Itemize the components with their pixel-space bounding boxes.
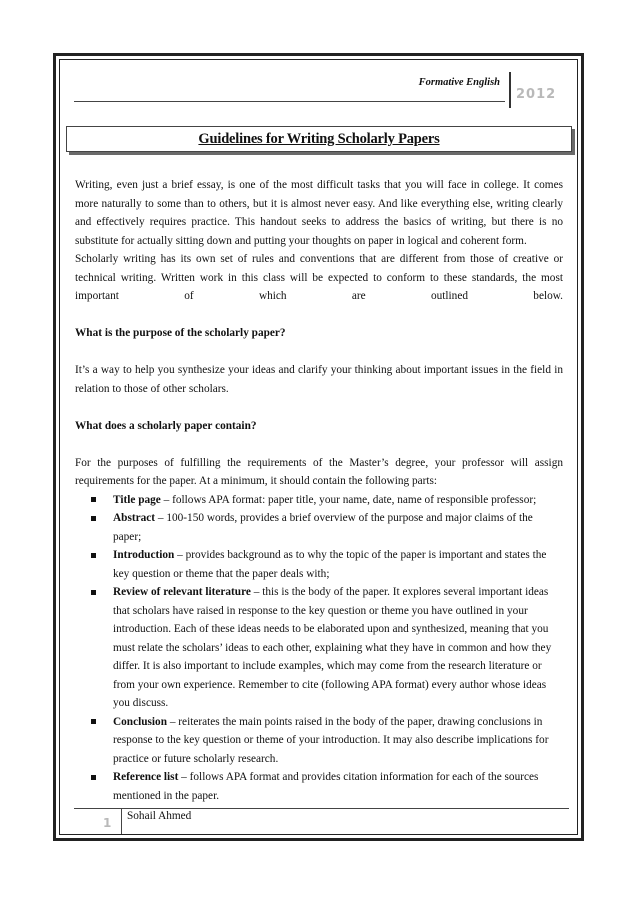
intro-paragraph-1: Writing, even just a brief essay, is one of the most difficult tasks that you will face in college. It comes more naturally to some than to others, but it is almost never easy. And like everything else, writing clearly and effectively requires practice. This handout seeks to address the basics of writing, but there is no substitute for actually sitting down and putting your thoughts on paper in logical and coherent form. bbox=[75, 179, 563, 247]
page-number: 1 bbox=[103, 816, 112, 830]
section-heading-contents: What does a scholarly paper contain? bbox=[75, 419, 257, 432]
intro-paragraph-2: Scholarly writing has its own set of rules and conventions that are different from those of creative or technical writing. Written work in this class will be expected to conform to these standards, the most important of which are outlined below. bbox=[75, 253, 563, 302]
list-item-term: Review of relevant literature bbox=[113, 586, 251, 598]
list-item-reference-list bbox=[75, 768, 563, 805]
list-item-description: – 100-150 words, provides a brief overview of the purpose and major claims of the paper; bbox=[113, 512, 533, 543]
list-item-term: Introduction bbox=[113, 549, 175, 561]
list-item-conclusion bbox=[75, 713, 563, 769]
bullet-icon bbox=[91, 516, 96, 521]
list-item-description: – follows APA format and provides citation information for each of the sources mentioned in the paper. bbox=[113, 771, 539, 802]
bullet-icon bbox=[91, 497, 96, 502]
bullet-icon bbox=[91, 553, 96, 558]
header-vertical-divider bbox=[509, 72, 511, 108]
list-item-term: Abstract bbox=[113, 512, 156, 524]
list-item-term: Title page bbox=[113, 493, 161, 506]
list-item-title-page bbox=[75, 491, 563, 510]
section-body-contents: For the purposes of fulfilling the requirements of the Master’s degree, your professor will assign requirements for the paper. At a minimum, it should contain the following parts: bbox=[75, 456, 563, 487]
section-body-purpose: It’s a way to help you synthesize your ideas and clarify your thinking about important issues in the field in relation to those of other scholars. bbox=[75, 364, 563, 395]
document-title: Guidelines for Writing Scholarly Papers bbox=[198, 131, 440, 147]
list-item-description: – reiterates the main points raised in the body of the paper, drawing conclusions in response to the key question or theme of your introduction. It may also describe implications for practice or future scholarly research. bbox=[113, 715, 549, 765]
header-year: 2012 bbox=[516, 87, 557, 102]
bullet-icon bbox=[91, 719, 96, 724]
document-body bbox=[75, 176, 563, 805]
footer-author: Sohail Ahmed bbox=[127, 810, 192, 822]
footer-divider bbox=[74, 808, 569, 809]
list-item-term: Conclusion bbox=[113, 715, 167, 728]
list-item-abstract bbox=[75, 509, 563, 546]
section-heading-purpose: What is the purpose of the scholarly paper? bbox=[75, 327, 286, 339]
bullet-icon bbox=[91, 775, 96, 780]
list-item-term: Reference list bbox=[113, 771, 179, 783]
document-title-box bbox=[66, 126, 572, 152]
list-item-description: – provides background as to why the topic of the paper is important and states the key question or theme that the paper deals with; bbox=[113, 549, 547, 580]
footer-vertical-divider bbox=[121, 808, 122, 834]
header-divider bbox=[74, 101, 505, 102]
list-item-introduction bbox=[75, 546, 563, 583]
header-title: Formative English bbox=[418, 77, 500, 88]
bullet-icon bbox=[91, 590, 96, 595]
list-item-literature-review bbox=[75, 583, 563, 713]
paper-parts-list bbox=[75, 491, 563, 806]
list-item-description: – follows APA format: paper title, your name, date, name of responsible professor; bbox=[160, 493, 537, 506]
list-item-description: – this is the body of the paper. It explores several important ideas that scholars have raised in response to the key question or theme you have outlined in your introduction. Each of these ideas needs to be elaborated upon and synthesized, meaning that you must relate the scholars’ ideas to each other, explaining what they have in common and how they differ. It is also important to include examples, which may come from the research literature or from your own experience. Remember to cite (following APA format) every author whose ideas you discuss. bbox=[113, 586, 552, 709]
